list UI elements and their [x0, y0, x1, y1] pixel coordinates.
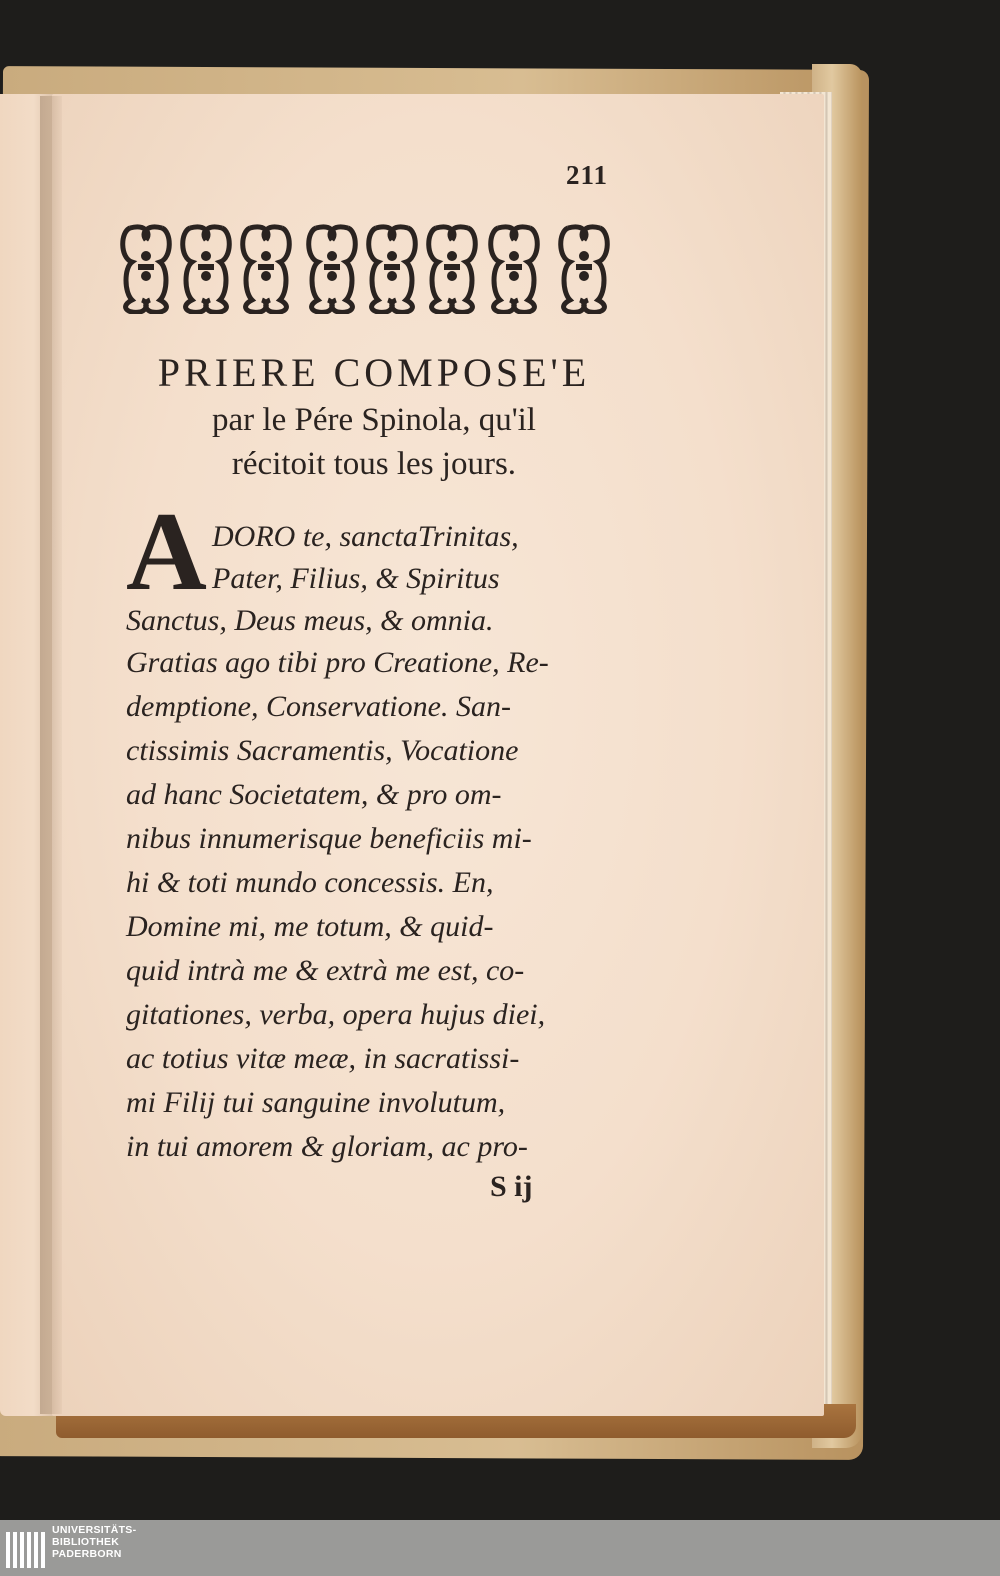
text-line: ad hanc Societatem, & pro om- — [126, 778, 502, 811]
text-line: DORO te, sanctaTrinitas, — [212, 520, 519, 553]
text-line: mi Filij tui sanguine involutum, — [126, 1086, 506, 1119]
logo-line-2: BIBLIOTHEK — [52, 1536, 120, 1548]
text-line: in tui amorem & gloriam, ac pro- — [126, 1130, 528, 1163]
text-line: ac totius vitæ meæ, in sacratissi- — [126, 1042, 520, 1075]
library-logo-icon — [6, 1528, 46, 1568]
signature-mark: S ij — [490, 1170, 533, 1203]
text-line: hi & toti mundo concessis. En, — [126, 866, 494, 899]
prayer-title: PRIERE COMPOSE'E — [157, 350, 591, 395]
page-gutter — [40, 96, 62, 1414]
drop-cap: A — [126, 490, 207, 614]
page-number: 211 — [566, 160, 609, 190]
library-footer — [0, 1520, 1000, 1576]
ornament-band — [118, 222, 618, 314]
text-line: ctissimis Sacramentis, Vocatione — [126, 734, 519, 767]
logo-line-3: PADERBORN — [52, 1548, 122, 1560]
prayer-subtitle-line-2: récitoit tous les jours. — [231, 446, 517, 482]
library-logo-text — [52, 1524, 136, 1560]
text-line: Domine mi, me totum, & quid- — [126, 910, 494, 943]
text-line: Pater, Filius, & Spiritus — [212, 562, 500, 595]
text-line: quid intrà me & extrà me est, co- — [126, 954, 525, 987]
text-line: demptione, Conservatione. San- — [126, 690, 511, 723]
text-line: Gratias ago tibi pro Creatione, Re- — [126, 646, 549, 679]
text-line: Sanctus, Deus meus, & omnia. — [126, 604, 494, 637]
logo-line-1: UNIVERSITÄTS- — [52, 1524, 137, 1536]
text-line: gitationes, verba, opera hujus diei, — [126, 998, 546, 1031]
prayer-subtitle-line-1: par le Pére Spinola, qu'il — [212, 402, 536, 438]
text-line: nibus innumerisque beneficiis mi- — [126, 822, 532, 855]
